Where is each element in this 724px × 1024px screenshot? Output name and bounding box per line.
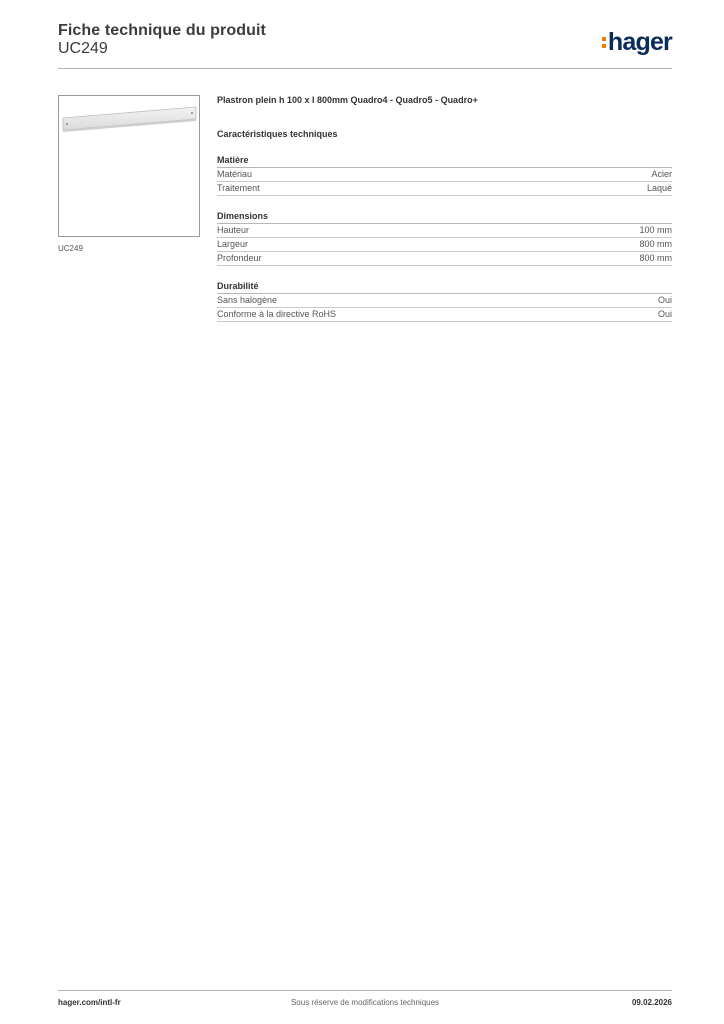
spec-label: Sans halogène	[217, 295, 278, 305]
footer-divider	[58, 990, 672, 991]
spec-value: Oui	[657, 309, 672, 319]
logo-text: hager	[607, 28, 672, 56]
product-image	[58, 95, 200, 237]
spec-label: Hauteur	[217, 225, 250, 235]
group-title: Dimensions	[217, 210, 672, 224]
blank-panel-illustration	[59, 96, 199, 236]
spec-row	[217, 308, 672, 322]
spec-row	[217, 224, 672, 238]
spec-row	[217, 168, 672, 182]
group-dimensions	[217, 210, 672, 266]
footer-disclaimer: Sous réserve de modifications techniques	[290, 998, 440, 1007]
spec-value: 100 mm	[639, 225, 672, 235]
image-caption: UC249	[58, 244, 83, 253]
document-title: Fiche technique du produit	[58, 22, 266, 39]
spec-row	[217, 252, 672, 266]
spec-row	[217, 238, 672, 252]
group-durabilite	[217, 280, 672, 322]
spec-row	[217, 182, 672, 196]
spec-value: Oui	[657, 295, 672, 305]
spec-label: Conforme à la directive RoHS	[217, 309, 337, 319]
product-details	[217, 94, 672, 322]
spec-label: Traitement	[217, 183, 260, 193]
header-divider	[58, 68, 672, 69]
hager-logo	[602, 28, 672, 57]
spec-label: Matériau	[217, 169, 253, 179]
spec-label: Profondeur	[217, 253, 262, 263]
spec-row	[217, 294, 672, 308]
group-title: Durabilité	[217, 280, 672, 294]
spec-value: 800 mm	[639, 239, 672, 249]
footer-website-link[interactable]: hager.com/intl-fr	[58, 998, 121, 1007]
product-reference: UC249	[58, 40, 108, 57]
footer-date: 09.02.2026	[631, 998, 672, 1007]
group-matiere	[217, 154, 672, 196]
spec-value: Laqué	[646, 183, 672, 193]
page-header	[58, 22, 672, 68]
spec-value: Acier	[651, 169, 672, 179]
spec-value: 800 mm	[639, 253, 672, 263]
spec-label: Largeur	[217, 239, 249, 249]
page-footer	[58, 998, 672, 1010]
product-name: Plastron plein h 100 x l 800mm Quadro4 - Quadro5 - Quadro+	[217, 95, 478, 105]
section-title: Caractéristiques techniques	[217, 129, 338, 139]
logo-dots-icon	[602, 36, 607, 50]
group-title: Matière	[217, 154, 672, 168]
